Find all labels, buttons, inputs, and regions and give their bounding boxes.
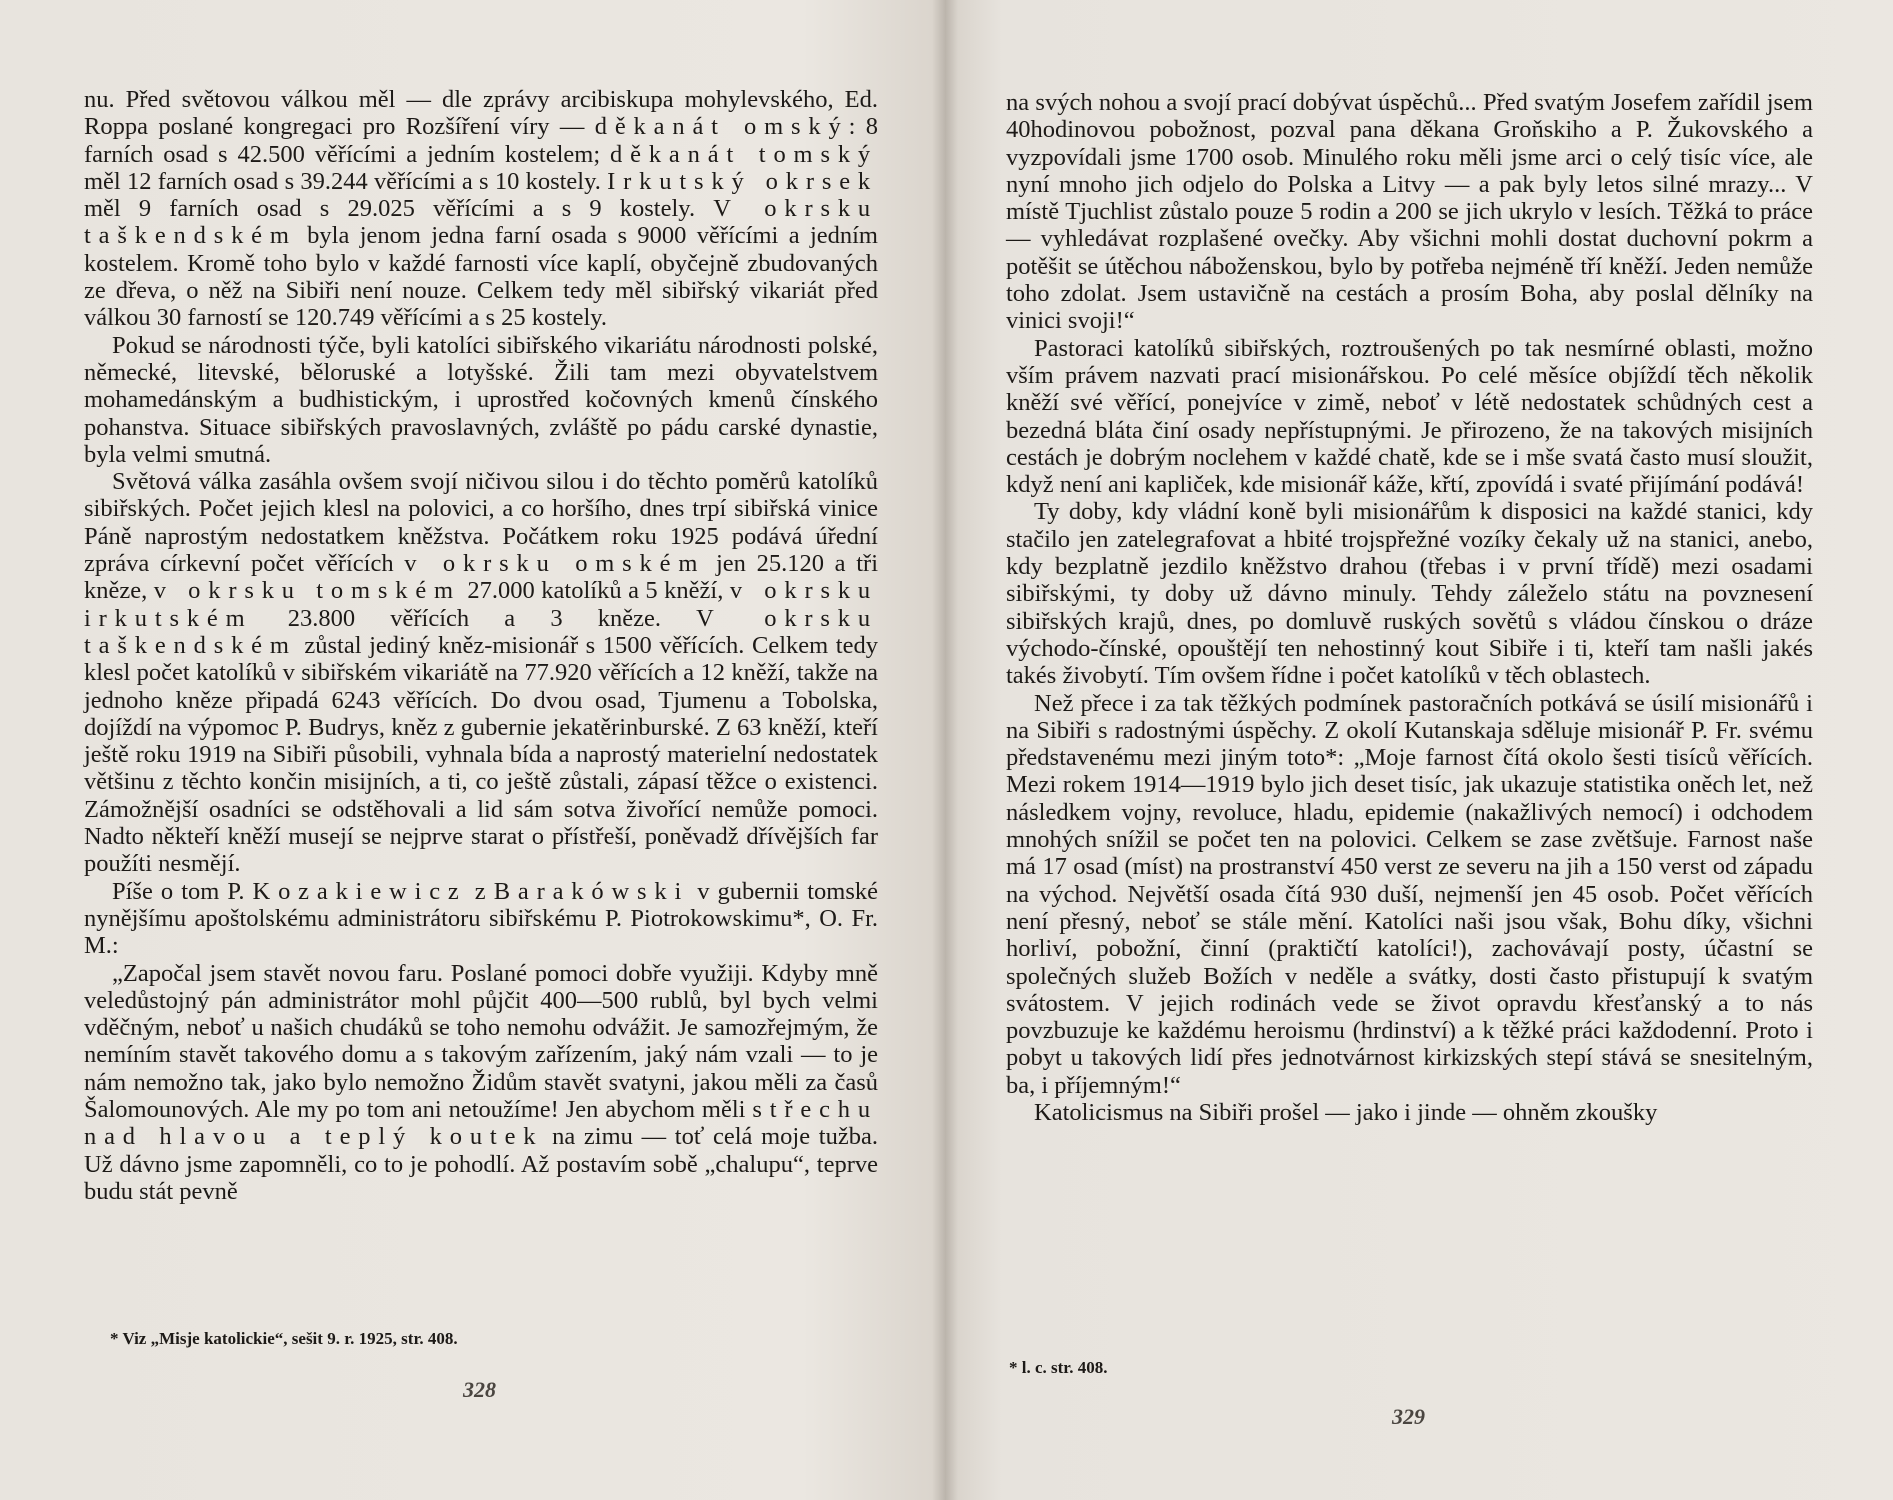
spaced-emphasis-text: v okrsku irkutském: [84, 577, 878, 632]
paragraph: [84, 332, 878, 468]
spaced-emphasis-text: Kozakiewicz: [252, 877, 467, 905]
paragraph: [84, 878, 878, 960]
paragraph: [1006, 335, 1813, 499]
book-gutter: [932, 0, 958, 1500]
paragraph-text: 23.800 věřících a 3 kněze.: [252, 604, 697, 632]
paragraph-text: v gubernii tomské nynějšímu apoštolskému administrátoru sibiřskému P. Piotrokowskimu*, O. Fr. M.:: [84, 877, 879, 960]
right-page: [945, 0, 1893, 1500]
paragraph-text: Než přece i za tak těžkých podmínek pastoračních potkává se úsilí misionářů i na Sibiři s radostnými úspěchy. Z okolí Kutanskaja sděluje misionář P. Fr. svému představenému mezi jiným toto*: „Moje farnost čítá okolo šesti tisíců věřících. Mezi rokem 1914—1919 bylo jich deset tisíc, jak ukazuje statistika oněch let, než následkem vojny, revoluce, hladu, epidemie (nakažlivých nemocí) i odchodem mnohých snížil se počet ten na polovici. Celkem se zase zvětšuje. Farnost naše má 17 osad (míst) na prostranství 450 verst ze severu na jih a 150 verst od západu na východ. Největší osada čítá 930 duší, nejmenší jen 45 osob. Počet věřících není přesný, neboť se stále mění. Katolíci naši jsou však, Bohu díky, všichni horliví, pobožní, činní (praktičtí katolíci!), zachovávají posty, účastní se společných služeb Božích v neděle a svátky, dosti často přistupují k svatým svátostem. V jejich rodinách vede se život opravdu křesťanský a to nás povzbuzuje ke každému heroismu (hrdinství) a k těžké práci každodenní. Proto i pobyt u takových lidí přes jednotvárnost kirkizských stepí stává se snesitelným, ba, i příjemným!“: [1006, 689, 1813, 1099]
paragraph-text: Ty doby, kdy vládní koně byli misionářům k disposici na každé stanici, kdy stačilo jen zatelegrafovat a hbité trojspřežné vozíky čekaly už na stanici, anebo, kdy bezplatně jezdilo kněžstvo drahou (třebas i v první třídě) mezi osadami sibiřskými, ty doby už dávno minuly. Tehdy záleželo státu na povznesení sibiřských krajů, dnes, po domluvě ruských sovětů s vládou čínskou o dráze východo-čínské, opouštějí ten nehostinný kout Sibiře i ti, kteří tam našli jakés takés živobytí. Tím ovšem řídne i počet katolíků v těch oblastech.: [1006, 498, 1813, 690]
paragraph-text: měl 9 farních osad s 29.025 věřícími a s 9 kostely.: [84, 195, 714, 223]
paragraph-text: Katolicismus na Sibiři prošel — jako i jinde — ohněm zkoušky: [1034, 1098, 1658, 1126]
spaced-emphasis-text: děkanát tomský: [610, 140, 878, 168]
left-page: [0, 0, 945, 1500]
paragraph: [84, 960, 878, 1206]
left-page-body: [84, 86, 878, 1205]
spaced-emphasis-text: V okrsku taškendském: [84, 604, 878, 659]
paragraph: [1006, 690, 1813, 1099]
paragraph: [84, 86, 878, 332]
paragraph-text: byla jenom jedna farní osada s 9000 věřícími a jedním kostelem. Kromě toho bylo v každé farnosti více kaplí, obyčejně zbudovaných ze dřeva, o něž na Sibiři není nouze. Celkem tedy měl sibiřský vikariát před válkou 30 farností se 120.749 věřícími a s 25 kostely.: [84, 222, 878, 332]
paragraph-text: Pokud se národnosti týče, byli katolíci sibiřského vikariátu národnosti polské, německé, litevské, běloruské a lotyšské. Žili tam mezi obyvatelstvem mohamedánským a budhistickým, i uprostřed kočovných kmenů čínského pohanstva. Situace sibiřských pravoslavných, zvláště po pádu carské dynastie, byla velmi smutná.: [84, 331, 878, 468]
right-page-footnote: * l. c. str. 408.: [1009, 1358, 1108, 1377]
spaced-emphasis-text: střechu nad hlavou a teplý koutek: [84, 1095, 878, 1151]
spaced-emphasis-text: v okrsku tomském: [153, 577, 461, 605]
paragraph-text: zůstal jediný kněz-misionář s 1500 věřících. Celkem tedy klesl počet katolíků v sibiřském vikariátě na 77.920 věřících a 12 kněží, takže na jednoho kněze připadá 6243 věřících. Do dvou osad, Tjumenu a Tobolska, dojíždí na výpomoc P. Budrys, kněz z gubernie jekatěrinburské. Z 63 kněží, kteří ještě roku 1919 na Sibiři působili, vyhnala bída a naprostý materielní nedostatek většinu z těchto končin misijních, a ti, co ještě zůstali, zápasí těžce o existenci. Zámožnější osadníci se odstěhovali a lid sám sotva živořící nemůže pomoci. Nadto někteří kněží musejí se nejprve starat o přístřeší, poněvadž dřívějších far použíti nesmějí.: [84, 631, 878, 878]
spaced-emphasis-text: děkanát omský: [594, 113, 849, 141]
paragraph: [84, 468, 878, 877]
spaced-emphasis-text: V okrsku taškendském: [84, 195, 878, 250]
paragraph-text: na svých nohou a svojí prací dobývat úspěchů... Před svatým Josefem zařídil jsem 40hodinovou pobožnost, pozval pana děkana Groňskiho a P. Žukovského a vyzpovídali jsme 1700 osob. Minulého roku měli jsme arci o celý tisíc více, ale nyní mnoho jich odjelo do Polska a Litvy — a pak byly letos silné mrazy... V místě Tjuchlist zůstalo pouze 5 rodin a 200 se jich ukrylo v lesích. Těžká to práce — vyhledávat rozplašené ovečky. Aby všichni mohli dostat duchovní pokrm a potěšit se útěchou náboženskou, bylo by potřeba nejméně tří kněží. Jeden nemůže toho zdolat. Jsem ustavičně na cestách a prosím Boha, aby poslal dělníky na vinici svoji!“: [1006, 89, 1813, 335]
spaced-emphasis-text: Irkutský okrsek: [607, 167, 879, 195]
spaced-emphasis-text: v okrsku omském: [404, 550, 706, 578]
paragraph: [1006, 1099, 1813, 1126]
paragraph-text: nu. Před světovou válkou měl — dle zprávy arcibiskupa mohylevského, Ed. Roppa poslané kongregaci pro Rozšíření víry —: [84, 86, 878, 141]
paragraph-text: 27.000 katolíků a 5 kněží,: [460, 577, 730, 605]
right-page-number: 329: [1392, 1404, 1425, 1429]
paragraph-text: z: [466, 877, 494, 905]
paragraph-text: na zimu — toť celá moje tužba. Už dávno jsme zapomněli, co to je pohodlí. Až postavím sobě „chalupu“, teprve budu stát pevně: [84, 1123, 878, 1205]
paragraph: [1006, 89, 1813, 335]
paragraph-text: : 8 farních osad s 42.500 věřícími a jedním kostelem;: [84, 113, 878, 168]
spaced-emphasis-text: Barakówski: [493, 877, 690, 905]
left-page-number: 328: [463, 1377, 496, 1402]
paragraph: [1006, 498, 1813, 689]
paragraph-text: Světová válka zasáhla ovšem svojí ničivou silou i do těchto poměrů katolíků sibiřských. Počet jejich klesl na polovici, a co horšího, dnes trpí sibiřská vinice Páně naprostým nedostatkem kněžstva. Počátkem roku 1925 podává úřední zpráva církevní počet věřících: [84, 468, 878, 578]
right-page-body: [1006, 89, 1813, 1126]
paragraph-text: Píše o tom P.: [112, 877, 253, 905]
paragraph-text: měl 12 farních osad s 39.244 věřícími a s 10 kostely.: [84, 167, 608, 195]
left-page-footnote: * Viz „Misje katolickie“, sešit 9. r. 1925, str. 408.: [110, 1329, 458, 1348]
paragraph-text: jen 25.120 a tři kněze,: [84, 550, 878, 605]
paragraph-text: „Započal jsem stavět novou faru. Poslané pomoci dobře využiji. Kdyby mně veledůstojný pán administrátor mohl půjčit 400—500 rublů, byl bych velmi vděčným, neboť u našich chudáků se toho nemohu odvážit. Je samozřejmým, že nemíním stavět takového domu a s takovým zařízením, jaký nám vzali — to je nám nemožno tak, jako bylo nemožno Židům stavět svatyni, jakou měli za časů Šalomounových. Ale my po tom ani netoužíme! Jen abychom měli: [84, 959, 878, 1123]
paragraph-text: Pastoraci katolíků sibiřských, roztroušených po tak nesmírné oblasti, možno vším právem nazvati prací misionářskou. Po celé měsíce objíždí těch několik kněží své věřící, ponejvíce v zimě, neboť v létě nedostatek schůdných cest a bezedná bláta činí osady nepřístupnými. Je přirozeno, že na takových misijních cestách je dobrým noclehem v každé chatě, kde se i mše svatá často musí sloužit, když není ani kapliček, kde misionář káže, křtí, zpovídá i svaté přijímání podává!: [1006, 334, 1813, 499]
